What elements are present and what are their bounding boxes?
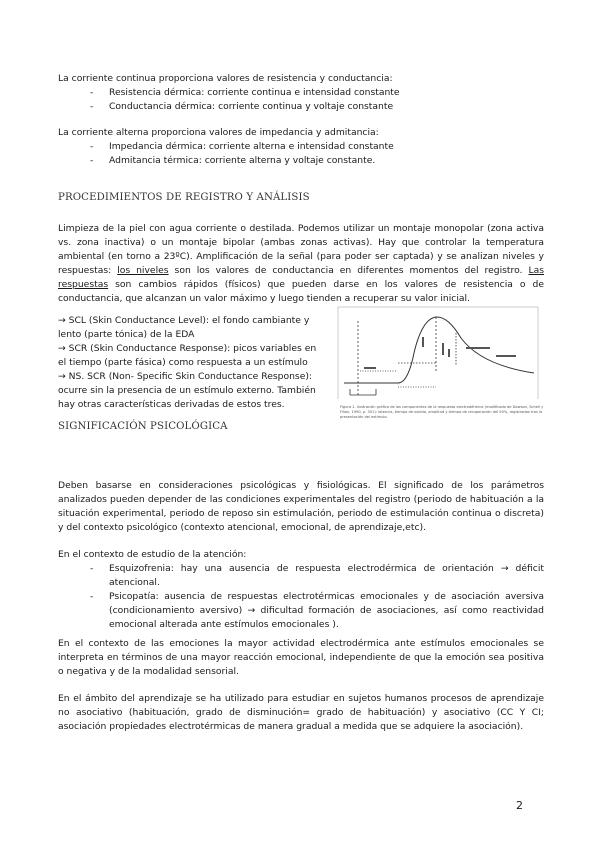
- list-item: - Conductancia dérmica: corriente continua y voltaje constante: [58, 100, 544, 114]
- alternating-current-list: [58, 140, 544, 168]
- attention-list: [58, 562, 544, 632]
- term-respuestas: Las respuestas: [58, 265, 544, 290]
- section-heading-procedures: PROCEDIMIENTOS DE REGISTRO Y ANÁLISIS: [58, 192, 310, 203]
- definition-ns-scr: → NS. SCR (Non- Specific Skin Conductance Response): ocurre sin la presencia de un estímulo externo. También hay otras características derivadas de estos tres.: [58, 371, 316, 410]
- learning-paragraph: En el ámbito del aprendizaje se ha utilizado para estudiar en sujetos humanos procesos de aprendizaje no asociativo (habituación, grado de disminución= grado de habituación) y asociativo (CC Y CI; asociación propiedades electrotérmicas de manera gradual a medida que se adquiere la asociación).: [58, 693, 544, 732]
- significance-paragraph: Deben basarse en consideraciones psicológicas y fisiológicas. El significado de los parámetros analizados pueden depender de las condiciones experimentales del registro (periodo de habituación a la situación experimental, periodo de reposo sin estimulación, periodo de estimulación continua o discreta) y del contexto psicológico (contexto atencional, emocional, de aprendizaje,etc).: [58, 480, 544, 533]
- list-item: - Esquizofrenia: hay una ausencia de respuesta electrodérmica de orientación → déficit atencional.: [58, 562, 544, 590]
- annotation-mark: [442, 343, 444, 355]
- definition-scr: → SCR (Skin Conductance Response): picos variables en el tiempo (parte fásica) como respuesta a un estímulo: [58, 343, 317, 368]
- annotation-mark: [466, 347, 490, 349]
- emotions-paragraph: En el contexto de las emociones la mayor actividad electrodérmica ante estímulos emocionales se interpreta en términos de una mayor reacción emocional, independiente de que la emoción sea positiva o negativa y de la modalidad sensorial.: [58, 638, 544, 677]
- attention-intro: En el contexto de estudio de la atención:: [58, 549, 247, 560]
- annotation-mark: [422, 337, 424, 347]
- section-heading-significance: SIGNIFICACIÓN PSICOLÓGICA: [58, 421, 228, 432]
- figure-annotations: [364, 337, 516, 369]
- eda-definitions: [58, 314, 320, 412]
- list-item: - Impedancia dérmica: corriente alterna e intensidad constante: [58, 140, 544, 154]
- annotation-mark: [448, 349, 450, 357]
- annotation-mark: [364, 367, 376, 369]
- annotation-mark: [496, 355, 516, 357]
- direct-current-list: [58, 86, 544, 114]
- definition-scl: → SCL (Skin Conductance Level): el fondo cambiante y lento (parte tónica) de la EDA: [58, 315, 310, 340]
- term-niveles: los niveles: [117, 265, 169, 276]
- list-item: - Admitancia térmica: corriente alterna y voltaje constante.: [58, 154, 544, 168]
- response-curve: [344, 317, 534, 383]
- paragraph-text: Limpieza de la piel con agua corriente o destilada. Podemos utilizar un montaje monopolar (zona activa vs. zona inactiva) o un montaje bipolar (ambas zonas activas). Hay que controlar la temperatura ambiental (en torno a 23ºC). Amplificación de la señal (para poder ser captada) y se analizan niveles y respuestas:: [58, 223, 544, 276]
- paragraph-text: son los valores de conductancia en diferentes momentos del registro.: [168, 265, 529, 276]
- page-number: 2: [516, 799, 523, 812]
- list-item: - Psicopatía: ausencia de respuestas electrotérmicas emocionales y de asociación aversiva (condicionamiento aversivo) → dificultad formación de asociaciones, así como reactividad emocional alterada ante estímulos emocionales ).: [58, 590, 544, 632]
- paragraph-text: son cambios rápidos (físicos) que pueden darse en los valores de resistencia o de conductancia, que alcanzan un valor máximo y luego tienden a recuperar su valor inicial.: [58, 279, 544, 304]
- list-item: - Resistencia dérmica: corriente continua e intensidad constante: [58, 86, 544, 100]
- eda-response-figure: [336, 303, 546, 451]
- alternating-current-intro: La corriente alterna proporciona valores de impedancia y admitancia:: [58, 127, 379, 138]
- figure-caption: Figura 1. Ilustración gráfica de los componentes de la respuesta electrodérmica (modificado de Dawson, Schell y Filion, 1990, p. 301): latencia, tiempo de subida, amplitud y tiempo de recuperación del 50%, registrados tras la presentación del estímulo.: [340, 405, 544, 420]
- figure-graph: [338, 307, 538, 399]
- direct-current-intro: La corriente continua proporciona valores de resistencia y conductancia:: [58, 73, 393, 84]
- procedures-paragraph: [58, 222, 544, 306]
